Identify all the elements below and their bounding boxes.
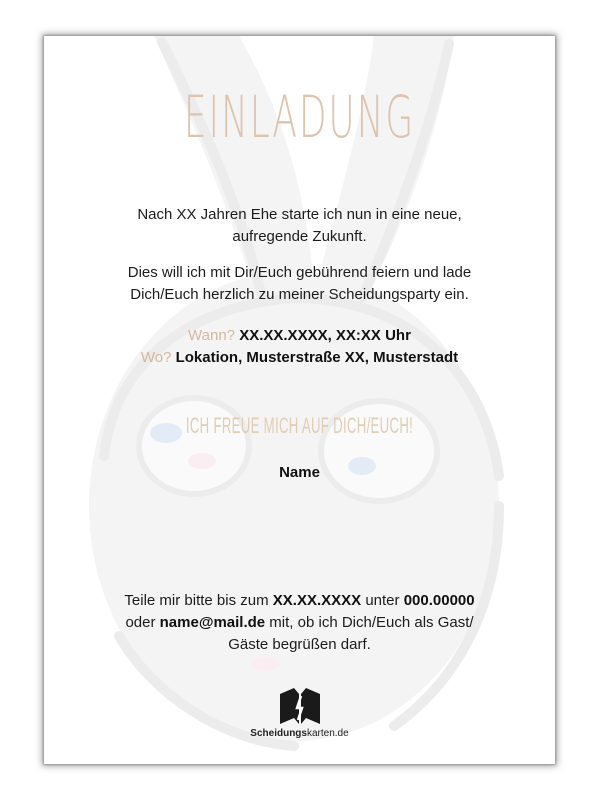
intro-line-2: aufregende Zukunft. [232,228,367,245]
when-row [44,325,555,347]
brand-logo [44,686,555,746]
broken-book-logo-icon [278,686,322,726]
rsvp-phone: 000.00000 [403,592,475,609]
rsvp-text [44,590,555,656]
intro-text [44,204,555,248]
invite-line-2: Dich/Euch herzlich zu meiner Scheidungsparty ein. [130,286,469,303]
when-value: XX.XX.XXXX, XX:XX Uhr [239,327,411,344]
rsvp-part-4: mit, ob ich Dich/Euch als Gast/ [265,614,474,631]
brand-name-bold: Scheidungs [250,728,307,739]
brand-name [44,728,555,739]
event-details [44,325,555,369]
motto-text: ICH FREUE MICH AUF DICH/EUCH! [185,413,414,438]
invitation-title: EINLADUNG [183,83,416,151]
where-label: Wo? [140,349,172,366]
host-name: Name [279,464,320,481]
rsvp-email: name@mail.de [159,614,266,631]
rsvp-line-2 [44,612,555,634]
invitation-card [44,36,555,764]
rsvp-line-3: Gäste begrüßen darf. [228,636,371,653]
invite-line-1: Dies will ich mit Dir/Euch gebührend feiern und lade [127,264,472,281]
intro-line-1: Nach XX Jahren Ehe starte ich nun in eine neue, [137,206,462,223]
where-value: Lokation, Musterstraße XX, Musterstadt [175,349,459,366]
rsvp-part-2: unter [361,592,404,609]
rsvp-part-1: Teile mir bitte bis zum [124,592,273,609]
where-row [44,347,555,369]
rsvp-part-3: oder [125,614,160,631]
rsvp-date: XX.XX.XXXX [272,592,362,609]
brand-name-rest: karten.de [306,728,349,739]
when-label: Wann? [188,327,236,344]
invite-text [44,262,555,306]
rsvp-line-1 [44,590,555,612]
